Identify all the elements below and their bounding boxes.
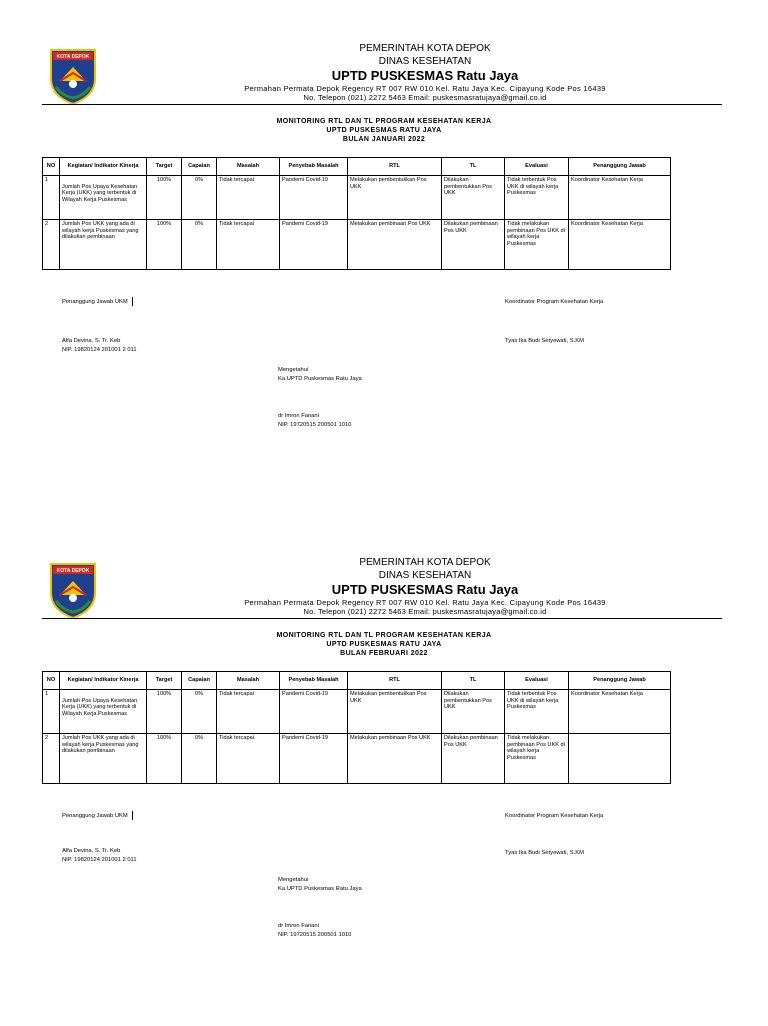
signature-coordinator-role: Koordinator Program Kesehatan Kerja <box>505 299 604 305</box>
monitoring-table <box>42 157 671 270</box>
signature-ukm-role <box>62 297 133 307</box>
signature-coordinator-name: Tyas Ika Budi Setyowati, S.KM <box>505 338 584 344</box>
text-cursor <box>132 297 133 306</box>
table-header-row <box>43 158 671 176</box>
signature-ukm-name: Alfa Devina, S. Tr. Keb <box>62 338 121 344</box>
column-header: Penanggung Jawab <box>569 672 671 690</box>
signature-head-label: Mengetahui <box>278 877 309 883</box>
column-header: RTL <box>348 672 442 690</box>
letterhead-agency: DINAS KESEHATAN <box>378 570 472 581</box>
letterhead-institution: UPTD PUSKESMAS Ratu Jaya <box>331 582 519 597</box>
cell-evaluasi: Tidak melakukan pembinaan Pos UKK di wilayah kerja Puskesmas <box>505 734 569 784</box>
document-february <box>0 514 768 1026</box>
cell-rtl: Melakukan pembentukkan Pos UKK <box>348 176 442 220</box>
cell-masalah: Tidak tercapai <box>217 220 280 270</box>
cell-kegiatan: Jumlah Pos UKK yang ada di wilayah kerja Puskesmas yang dilakukan pembinaan <box>60 734 147 784</box>
table-row <box>43 220 671 270</box>
column-header: RTL <box>348 158 442 176</box>
column-header: TL <box>442 158 505 176</box>
signature-head-role: Ka.UPTD Puskesmas Ratu Jaya <box>278 886 362 892</box>
letterhead-divider <box>42 104 722 105</box>
column-header: Kegiatan/ Indikator Kinerja <box>60 672 147 690</box>
cell-penanggung-jawab <box>569 734 671 784</box>
signature-ukm-nip: NIP. 19820124 201001 2 011 <box>62 857 137 863</box>
cell-rtl: Melakukan pembentukkan Pos UKK <box>348 690 442 734</box>
table-row <box>43 176 671 220</box>
report-period: BULAN FEBRUARI 2022 <box>340 650 428 657</box>
column-header: Evaluasi <box>505 672 569 690</box>
cell-capaian: 0% <box>182 176 217 220</box>
report-subtitle: UPTD PUSKESMAS RATU JAYA <box>326 641 442 648</box>
signature-ukm-role-text: Penanggung Jawab UKM <box>62 299 128 306</box>
signature-head-nip: NIP. 19720515 200501 1010 <box>278 932 352 938</box>
cell-tl: Dilakukan pembentukkan Pos UKK <box>442 690 505 734</box>
report-title: MONITORING RTL DAN TL PROGRAM KESEHATAN KERJA <box>276 118 492 125</box>
column-header: Target <box>147 672 182 690</box>
cell-no: 2 <box>43 734 60 784</box>
signature-head-name: dr Imron Fanani <box>278 923 319 929</box>
text-cursor <box>132 811 133 820</box>
signature-head-nip: NIP. 19720515 200501 1010 <box>278 422 352 428</box>
cell-tl: Dilakukan pembinaan Pos UKK <box>442 220 505 270</box>
letterhead-address: Permahan Permata Depok Regency RT 007 RW 010 Kel. Ratu Jaya Kec. Cipayung Kode Pos 16439 <box>244 84 606 93</box>
cell-capaian: 0% <box>182 220 217 270</box>
letterhead-government: PEMERINTAH KOTA DEPOK <box>359 557 491 568</box>
cell-evaluasi: Tidak melakukan pembinaan Pos UKK di wilayah kerja Puskesmas <box>505 220 569 270</box>
column-header: Penanggung Jawab <box>569 158 671 176</box>
report-subtitle: UPTD PUSKESMAS RATU JAYA <box>326 127 442 134</box>
signature-head-label: Mengetahui <box>278 367 309 373</box>
column-header: Penyebab Masalah <box>280 672 348 690</box>
letterhead-address: Permahan Permata Depok Regency RT 007 RW 010 Kel. Ratu Jaya Kec. Cipayung Kode Pos 16439 <box>244 598 606 607</box>
monitoring-table <box>42 671 671 784</box>
cell-no: 1 <box>43 176 60 220</box>
table-row <box>43 734 671 784</box>
cell-kegiatan-text: Jumlah Pos Upaya Kesehatan Kerja (UKK) yang terbentuk di Wilayah Kerja Puskesmas <box>62 697 138 717</box>
signature-coordinator-name: Tyas Ika Budi Setyowati, S.KM <box>505 850 584 856</box>
cell-masalah: Tidak tercapai <box>217 690 280 734</box>
cell-evaluasi: Tidak terbentuk Pos UKK di wilayah kerja Puskesmas <box>505 690 569 734</box>
signature-ukm-nip: NIP. 19820124 201001 2 011 <box>62 347 137 353</box>
cell-target: 100% <box>147 734 182 784</box>
column-header: Target <box>147 158 182 176</box>
letterhead-divider <box>42 618 722 619</box>
cell-capaian: 0% <box>182 734 217 784</box>
cell-penanggung-jawab: Koordinator Kesehatan Kerja <box>569 176 671 220</box>
cell-masalah: Tidak tercapai <box>217 176 280 220</box>
letterhead-contact: No. Telepon (021) 2272 5463 Email: puskesmasratujaya@gmail.co.id <box>303 93 547 102</box>
kota-depok-logo <box>48 561 98 619</box>
signature-ukm-name: Alfa Devina, S. Tr. Keb <box>62 848 121 854</box>
letterhead-institution: UPTD PUSKESMAS Ratu Jaya <box>331 68 519 83</box>
cell-penyebab: Pandemi Covid-19 <box>280 690 348 734</box>
column-header: Capaian <box>182 672 217 690</box>
column-header: NO <box>43 672 60 690</box>
document-january <box>0 0 768 512</box>
column-header: Penyebab Masalah <box>280 158 348 176</box>
table-row <box>43 690 671 734</box>
signature-ukm-role-text: Penanggung Jawab UKM <box>62 813 128 820</box>
cell-tl: Dilakukan pembinaan Pos UKK <box>442 734 505 784</box>
cell-penyebab: Pandemi Covid-19 <box>280 734 348 784</box>
report-period: BULAN JANUARI 2022 <box>342 136 426 143</box>
cell-target: 100% <box>147 176 182 220</box>
column-header: Capaian <box>182 158 217 176</box>
column-header: NO <box>43 158 60 176</box>
letterhead-agency: DINAS KESEHATAN <box>378 56 472 67</box>
signature-ukm-role <box>62 811 133 821</box>
cell-kegiatan <box>60 690 147 734</box>
cell-target: 100% <box>147 690 182 734</box>
cell-no: 1 <box>43 690 60 734</box>
cell-penanggung-jawab: Koordinator Kesehatan Kerja <box>569 690 671 734</box>
cell-kegiatan <box>60 176 147 220</box>
cell-masalah: Tidak tercapai <box>217 734 280 784</box>
cell-penyebab: Pandemi Covid-19 <box>280 176 348 220</box>
letterhead-government: PEMERINTAH KOTA DEPOK <box>359 43 491 54</box>
cell-rtl: Melakukan pembinaan Pos UKK <box>348 220 442 270</box>
cell-kegiatan-text: Jumlah Pos Upaya Kesehatan Kerja (UKK) yang terbentuk di Wilayah Kerja Puskesmas <box>62 183 138 203</box>
cell-penanggung-jawab: Koordinator Kesehatan Kerja <box>569 220 671 270</box>
signature-head-name: dr Imron Fanani <box>278 413 319 419</box>
cell-evaluasi: Tidak terbentuk Pos UKK di wilayah kerja Puskesmas <box>505 176 569 220</box>
signature-coordinator-role: Koordinator Program Kesehatan Kerja <box>505 813 604 819</box>
cell-tl: Dilakukan pembentukkan Pos UKK <box>442 176 505 220</box>
svg-text:KOTA DEPOK: KOTA DEPOK <box>56 568 90 574</box>
letterhead-contact: No. Telepon (021) 2272 5463 Email: puskesmasratujaya@gmail.co.id <box>303 607 547 616</box>
svg-text:KOTA DEPOK: KOTA DEPOK <box>56 54 90 60</box>
column-header: Masalah <box>217 158 280 176</box>
cell-kegiatan: Jumlah Pos UKK yang ada di wilayah kerja Puskesmas yang dilakukan pembinaan <box>60 220 147 270</box>
cell-penyebab: Pandemi Covid-19 <box>280 220 348 270</box>
column-header: TL <box>442 672 505 690</box>
cell-rtl: Melakukan pembinaan Pos UKK <box>348 734 442 784</box>
cell-no: 2 <box>43 220 60 270</box>
table-header-row <box>43 672 671 690</box>
column-header: Masalah <box>217 672 280 690</box>
column-header: Kegiatan/ Indikator Kinerja <box>60 158 147 176</box>
kota-depok-logo <box>48 47 98 105</box>
signature-head-role: Ka.UPTD Puskesmas Ratu Jaya <box>278 376 362 382</box>
column-header: Evaluasi <box>505 158 569 176</box>
report-title: MONITORING RTL DAN TL PROGRAM KESEHATAN KERJA <box>276 632 492 639</box>
cell-capaian: 0% <box>182 690 217 734</box>
cell-target: 100% <box>147 220 182 270</box>
